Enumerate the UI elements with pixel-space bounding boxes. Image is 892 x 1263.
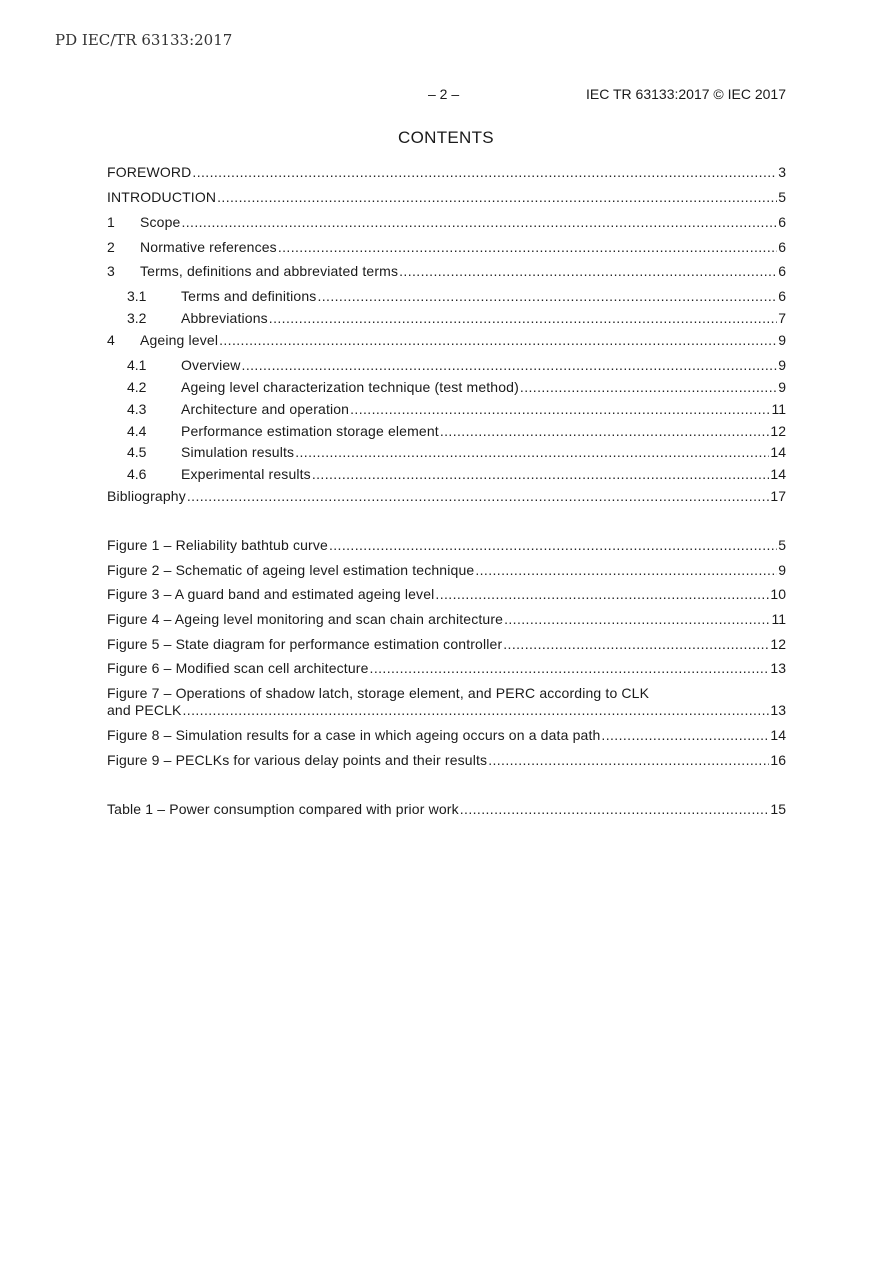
toc-entry-simulation-results[interactable]	[107, 443, 786, 461]
toc-entry-page: 6	[778, 263, 786, 279]
toc-entry-page: 15	[770, 801, 786, 817]
dot-leader	[269, 309, 777, 327]
toc-entry-page: 11	[771, 401, 786, 417]
dot-leader	[219, 331, 777, 349]
toc-entry-introduction[interactable]	[107, 188, 786, 206]
toc-entry-page: 12	[770, 636, 786, 652]
dot-leader	[370, 659, 770, 677]
toc-entry-page: 6	[778, 214, 786, 230]
standard-reference: IEC TR 63133:2017 © IEC 2017	[586, 86, 786, 102]
toc-entry-number: 4.3	[127, 401, 147, 417]
toc-entry-number: 3	[107, 263, 115, 279]
toc-entry-experimental-results[interactable]	[107, 465, 786, 483]
toc-entry-storage-element[interactable]	[107, 422, 786, 440]
toc-entry-label: Normative references	[140, 239, 277, 255]
toc-entry-label: Ageing level characterization technique (test method)	[181, 379, 519, 395]
dot-leader	[475, 561, 777, 579]
dot-leader	[317, 287, 777, 305]
dot-leader	[217, 188, 777, 206]
toc-entry-scope[interactable]	[107, 213, 786, 231]
toc-table-1[interactable]	[107, 800, 786, 818]
toc-entry-page: 9	[778, 379, 786, 395]
toc-entry-page: 5	[778, 537, 786, 553]
toc-entry-label: Figure 8 – Simulation results for a case in which ageing occurs on a data path	[107, 727, 601, 743]
dot-leader	[435, 585, 769, 603]
toc-entry-page: 13	[770, 660, 786, 676]
dot-leader	[488, 751, 769, 769]
toc-figure-9[interactable]	[107, 751, 786, 769]
toc-figure-1[interactable]	[107, 536, 786, 554]
dot-leader	[503, 635, 769, 653]
toc-entry-page: 14	[770, 466, 786, 482]
toc-entry-overview[interactable]	[107, 356, 786, 374]
toc-entry-label: Table 1 – Power consumption compared with prior work	[107, 801, 459, 817]
toc-entry-page: 6	[778, 288, 786, 304]
toc-entry-label: Terms and definitions	[181, 288, 317, 304]
toc-entry-label: Overview	[181, 357, 241, 373]
dot-leader	[504, 610, 770, 628]
toc-entry-number: 4	[107, 332, 115, 348]
dot-leader	[295, 443, 769, 461]
toc-figure-3[interactable]	[107, 585, 786, 603]
toc-entry-number: 3.2	[127, 310, 147, 326]
dot-leader	[181, 213, 777, 231]
toc-entry-page: 10	[770, 586, 786, 602]
contents-title: CONTENTS	[398, 128, 494, 147]
toc-entry-number: 4.2	[127, 379, 147, 395]
toc-figure-8[interactable]	[107, 726, 786, 744]
dot-leader	[242, 356, 778, 374]
dot-leader	[183, 701, 770, 719]
toc-entry-label: Bibliography	[107, 488, 186, 504]
toc-entry-terms-definitions[interactable]	[107, 262, 786, 280]
dot-leader	[312, 465, 770, 483]
toc-entry-label: Ageing level	[140, 332, 219, 348]
toc-entry-label: Architecture and operation	[181, 401, 350, 417]
dot-leader	[329, 536, 777, 554]
toc-entry-page: 14	[770, 727, 786, 743]
toc-entry-page: 9	[778, 357, 786, 373]
toc-entry-page: 11	[771, 611, 786, 627]
toc-entry-label: Abbreviations	[181, 310, 268, 326]
dot-leader	[350, 400, 770, 418]
toc-figure-2[interactable]	[107, 561, 786, 579]
toc-entry-bibliography[interactable]	[107, 487, 786, 505]
toc-entry-page: 14	[770, 444, 786, 460]
toc-entry-number: 4.6	[127, 466, 147, 482]
running-header	[0, 86, 892, 104]
toc-entry-label: Figure 9 – PECLKs for various delay points and their results	[107, 752, 488, 768]
toc-entry-terms-and-definitions[interactable]	[107, 287, 786, 305]
toc-entry-label: Performance estimation storage element	[181, 423, 439, 439]
toc-entry-abbreviations[interactable]	[107, 309, 786, 327]
toc-entry-label: Figure 5 – State diagram for performance estimation controller	[107, 636, 503, 652]
dot-leader	[520, 378, 777, 396]
toc-entry-page: 12	[770, 423, 786, 439]
toc-entry-normative-references[interactable]	[107, 238, 786, 256]
document-id-label: PD IEC/TR 63133:2017	[55, 31, 233, 49]
toc-entry-label: Experimental results	[181, 466, 311, 482]
toc-entry-characterization-technique[interactable]	[107, 378, 786, 396]
toc-entry-page: 16	[770, 752, 786, 768]
dot-leader	[460, 800, 770, 818]
dot-leader	[440, 422, 770, 440]
toc-entry-page: 6	[778, 239, 786, 255]
dot-leader	[278, 238, 777, 256]
toc-entry-label: FOREWORD	[107, 164, 192, 180]
toc-entry-architecture-operation[interactable]	[107, 400, 786, 418]
dot-leader	[192, 163, 777, 181]
toc-entry-number: 2	[107, 239, 115, 255]
toc-entry-page: 3	[778, 164, 786, 180]
toc-entry-label: Figure 4 – Ageing level monitoring and scan chain architecture	[107, 611, 504, 627]
toc-entry-label: Figure 3 – A guard band and estimated ageing level	[107, 586, 435, 602]
dot-leader	[187, 487, 770, 505]
toc-figure-7[interactable]	[107, 701, 786, 719]
toc-entry-number: 3.1	[127, 288, 147, 304]
toc-entry-page: 7	[778, 310, 786, 326]
toc-entry-page: 9	[778, 562, 786, 578]
toc-entry-number: 4.5	[127, 444, 147, 460]
toc-entry-number: 1	[107, 214, 115, 230]
toc-entry-number: 4.4	[127, 423, 147, 439]
toc-figure-4[interactable]	[107, 610, 786, 628]
toc-entry-label: Figure 6 – Modified scan cell architecture	[107, 660, 369, 676]
toc-entry-label: INTRODUCTION	[107, 189, 217, 205]
toc-entry-label: Figure 1 – Reliability bathtub curve	[107, 537, 328, 553]
toc-entry-page: 13	[770, 702, 786, 718]
toc-figure-7-line1[interactable]: Figure 7 – Operations of shadow latch, storage element, and PERC according to CLK	[107, 685, 650, 701]
toc-entry-foreword[interactable]	[107, 163, 786, 181]
toc-entry-label: Figure 2 – Schematic of ageing level estimation technique	[107, 562, 475, 578]
toc-entry-number: 4.1	[127, 357, 147, 373]
toc-entry-ageing-level[interactable]	[107, 331, 786, 349]
page-number: – 2 –	[428, 86, 460, 102]
dot-leader	[601, 726, 769, 744]
toc-entry-label: Terms, definitions and abbreviated terms	[140, 263, 399, 279]
toc-entry-page: 17	[770, 488, 786, 504]
toc-entry-label: and PECLK	[107, 702, 182, 718]
toc-figure-6[interactable]	[107, 659, 786, 677]
toc-entry-label: Simulation results	[181, 444, 295, 460]
toc-figure-5[interactable]	[107, 635, 786, 653]
toc-entry-page: 9	[778, 332, 786, 348]
toc-entry-page: 5	[778, 189, 786, 205]
dot-leader	[399, 262, 777, 280]
toc-entry-label: Scope	[140, 214, 181, 230]
